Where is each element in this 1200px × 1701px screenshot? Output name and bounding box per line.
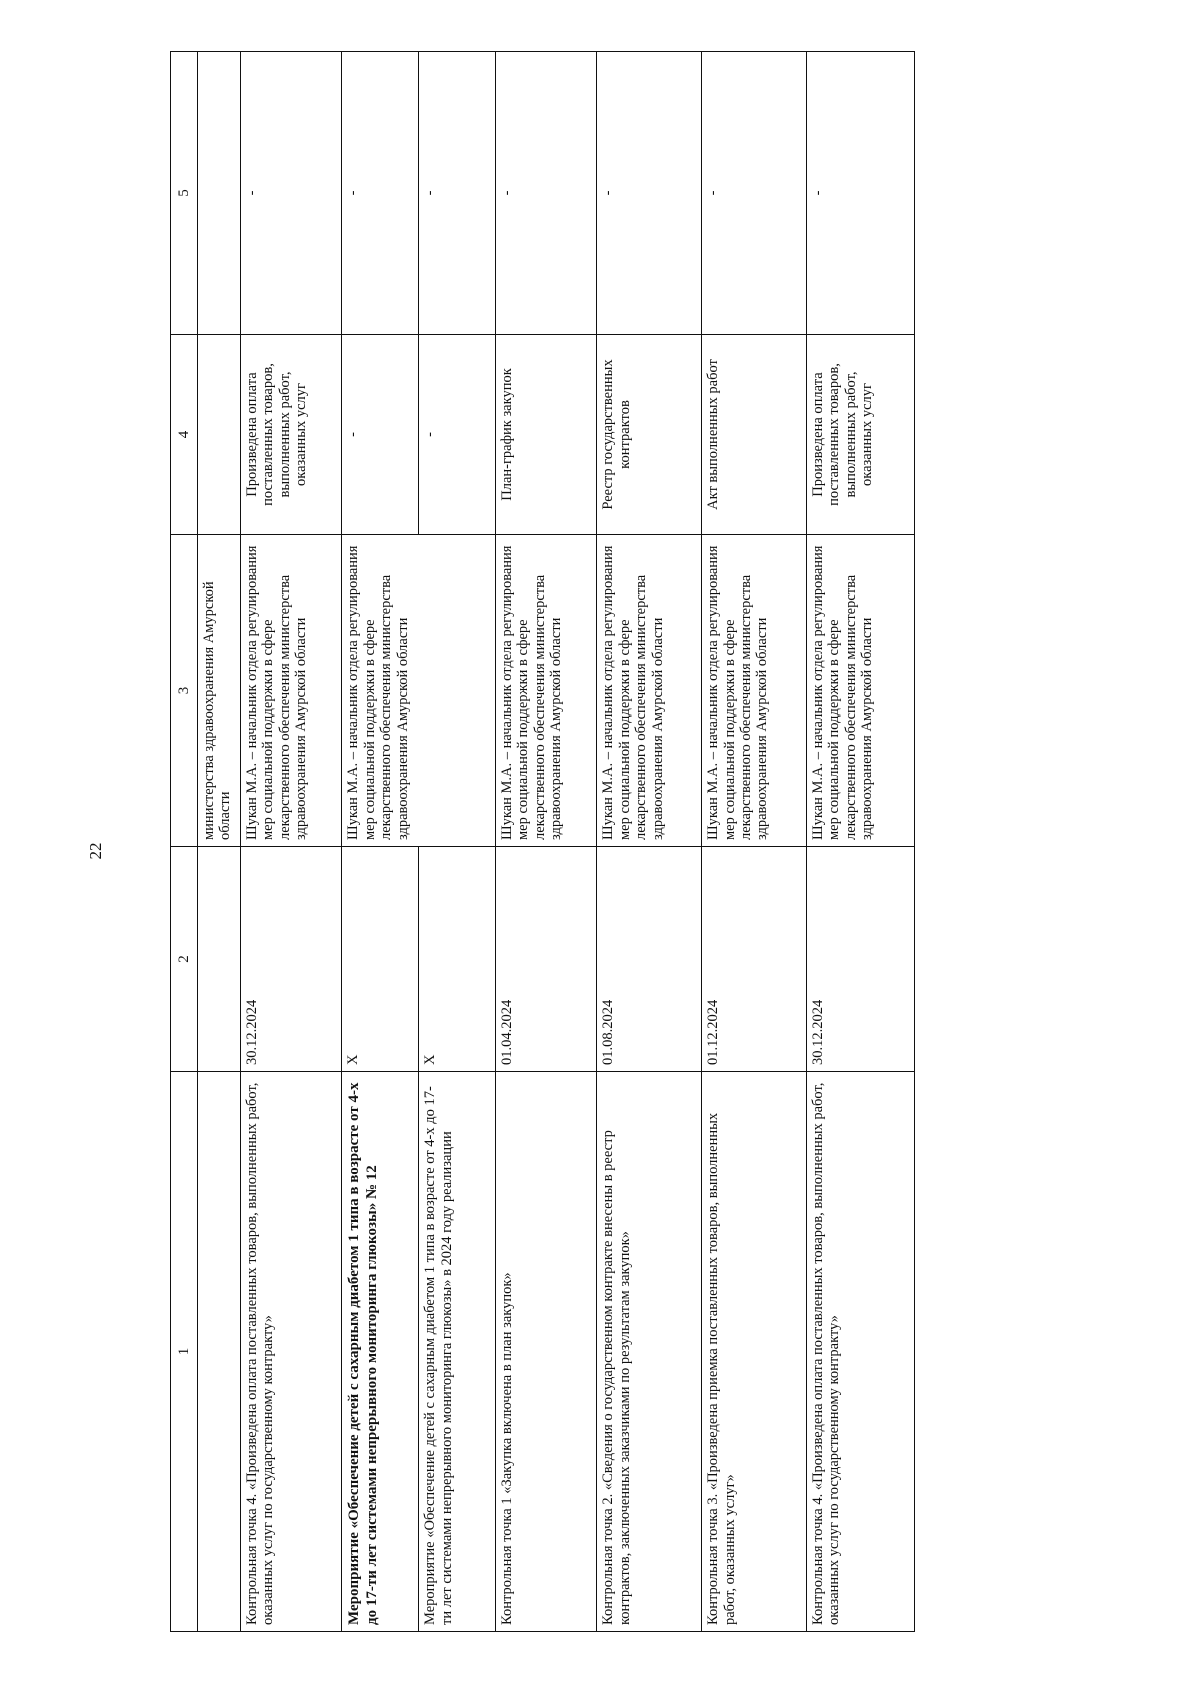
header-cell-3: 3 xyxy=(171,535,198,847)
deadline-cell: 01.08.2024 xyxy=(597,847,702,1072)
event-name-cell: Мероприятие «Обеспечение детей с сахарным диабетом 1 типа в возрасте от 4-х до 17-ти лет системами непрерывного мониторинга глюкозы» в 2024 году реализации xyxy=(419,1072,496,1632)
header-row xyxy=(171,52,198,1632)
table-row xyxy=(495,52,597,1632)
responsible-cell: министерства здравоохранения Амурской области xyxy=(198,535,241,847)
note-cell: - xyxy=(597,52,702,335)
header-cell-2: 2 xyxy=(171,847,198,1072)
table-row xyxy=(806,52,914,1632)
result-cell: Произведена оплата поставленных товаров, выполненных работ, оказанных услуг xyxy=(240,335,342,535)
table-row xyxy=(702,52,807,1632)
responsible-cell: Шукан М.А. – начальник отдела регулирования мер социальной поддержки в сфере лекарственного обеспечения министерства здравоохранения Амурской области xyxy=(495,535,597,847)
responsible-cell: Шукан М.А. – начальник отдела регулирования мер социальной поддержки в сфере лекарственного обеспечения министерства здравоохранения Амурской области xyxy=(597,535,702,847)
note-cell: - xyxy=(240,52,342,335)
deadline-cell: 30.12.2024 xyxy=(806,847,914,1072)
header-cell-5: 5 xyxy=(171,52,198,335)
result-cell: Акт выполненных работ xyxy=(702,335,807,535)
note-cell: - xyxy=(702,52,807,335)
responsible-cell: Шукан М.А. – начальник отдела регулирования мер социальной поддержки в сфере лекарственного обеспечения министерства здравоохранения Амурской области xyxy=(806,535,914,847)
note-cell: - xyxy=(419,52,496,335)
note-cell: - xyxy=(806,52,914,335)
deadline-cell: 01.12.2024 xyxy=(702,847,807,1072)
deadline-cell xyxy=(198,847,241,1072)
note-cell: - xyxy=(495,52,597,335)
table-row xyxy=(240,52,342,1632)
deadline-cell: Х xyxy=(419,847,496,1072)
event-name-cell: Мероприятие «Обеспечение детей с сахарным диабетом 1 типа в возрасте от 4-х до 17-ти лет системами непрерывного мониторинга глюкозы» № 12 xyxy=(342,1072,419,1632)
note-cell xyxy=(198,52,241,335)
control-points-table xyxy=(170,51,915,1632)
event-name-cell: Контрольная точка 2. «Сведения о государственном контракте внесены в реестр контрактов, заключенных заказчиками по результатам закупок» xyxy=(597,1072,702,1632)
responsible-cell: Шукан М.А. – начальник отдела регулирования мер социальной поддержки в сфере лекарственного обеспечения министерства здравоохранения Амурской области xyxy=(702,535,807,847)
deadline-cell: Х xyxy=(342,847,419,1072)
responsible-cell: Шукан М.А. – начальник отдела регулирования мер социальной поддержки в сфере лекарственного обеспечения министерства здравоохранения Амурской области xyxy=(240,535,342,847)
event-name-cell xyxy=(198,1072,241,1632)
table-row-continuation xyxy=(198,52,241,1632)
result-cell: Реестр государственных контрактов xyxy=(597,335,702,535)
result-cell: - xyxy=(342,335,419,535)
table-row xyxy=(342,52,419,1632)
header-cell-4: 4 xyxy=(171,335,198,535)
event-name-cell: Контрольная точка 1 «Закупка включена в план закупок» xyxy=(495,1072,597,1632)
table-row xyxy=(597,52,702,1632)
result-cell xyxy=(198,335,241,535)
event-name-cell: Контрольная точка 3. «Произведена приемка поставленных товаров, выполненных работ, оказанных услуг» xyxy=(702,1072,807,1632)
result-cell: Произведена оплата поставленных товаров, выполненных работ, оказанных услуг xyxy=(806,335,914,535)
header-cell-1: 1 xyxy=(171,1072,198,1632)
responsible-cell: Шукан М.А. – начальник отдела регулирования мер социальной поддержки в сфере лекарственного обеспечения министерства здравоохранения Амурской области xyxy=(342,535,495,847)
event-name-cell: Контрольная точка 4. «Произведена оплата поставленных товаров, выполненных работ, оказанных услуг по государственному контракту» xyxy=(806,1072,914,1632)
note-cell: - xyxy=(342,52,419,335)
result-cell: - xyxy=(419,335,496,535)
rotated-table-wrapper xyxy=(170,52,915,1632)
deadline-cell: 01.04.2024 xyxy=(495,847,597,1072)
event-name-cell: Контрольная точка 4. «Произведена оплата поставленных товаров, выполненных работ, оказанных услуг по государственному контракту» xyxy=(240,1072,342,1632)
result-cell: План-график закупок xyxy=(495,335,597,535)
deadline-cell: 30.12.2024 xyxy=(240,847,342,1072)
page-number: 22 xyxy=(86,842,105,860)
